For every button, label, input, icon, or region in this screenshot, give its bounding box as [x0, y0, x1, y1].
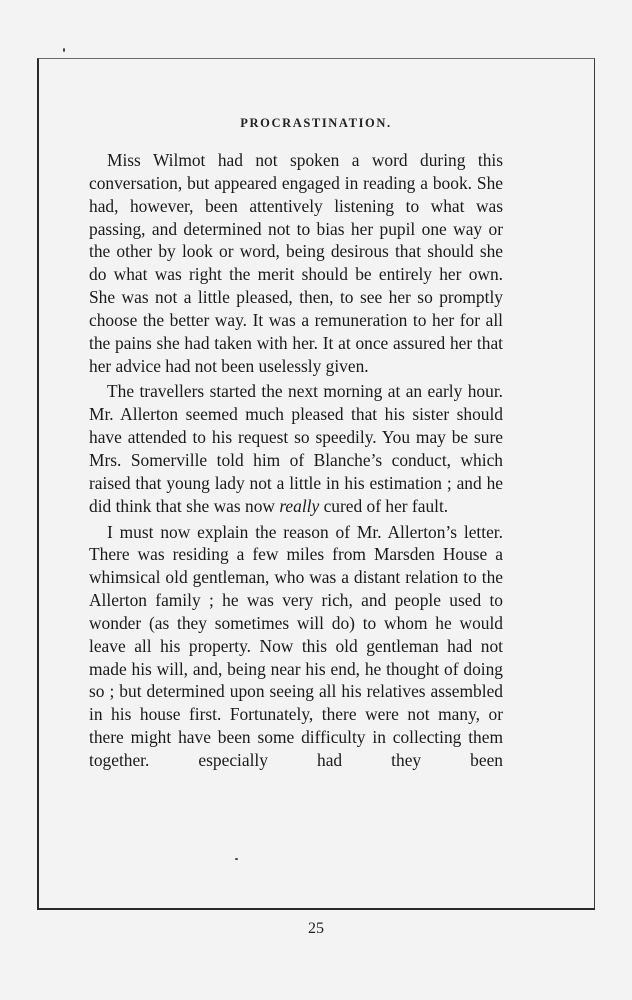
paragraph	[89, 521, 503, 772]
text-run: cured of her fault.	[319, 495, 449, 516]
scan-speck	[235, 858, 238, 860]
emphasis-text: really	[279, 495, 320, 516]
page-number: 25	[308, 920, 324, 937]
scan-speck	[63, 48, 65, 52]
running-head: PROCRASTINATION.	[240, 116, 392, 130]
paragraph	[89, 149, 503, 377]
paragraph	[89, 380, 503, 517]
text-run: The travellers started the next morning at an early hour. Mr. Allerton seemed much pleased that his sister should have attended to his request so speedily. You may be sure Mrs. Somerville told him of Blanche’s conduct, which raised that young lady not a little in his estimation ; and he did think that she was now	[89, 381, 503, 516]
body-text	[89, 149, 503, 772]
text-run: Miss Wilmot had not spoken a word during this conversation, but appeared engaged in reading a book. She had, however, been attentively listening to what was passing, and determined not to bias her pupil one way or the other by look or word, being desirous that should she do what was right the merit should be entirely her own. She was not a little pleased, then, to see her so promptly choose the better way. It was a remuneration to her for all the pains she had taken with her. It at once assured her that her advice had not been uselessly given.	[89, 150, 503, 376]
text-run: I must now explain the reason of Mr. Allerton’s letter. There was residing a few miles from Marsden House a whimsical old gentleman, who was a distant relation to the Allerton family ; he was very rich, and people used to wonder (as they sometimes will do) to whom he would leave all his property. Now this old gentleman had not made his will, and, being near his end, he thought of doing so ; but determined upon seeing all his relatives assembled in his house first. Fortunately, there were not many, or there might have been some difficulty in collecting them together. especially had they been	[89, 521, 503, 770]
